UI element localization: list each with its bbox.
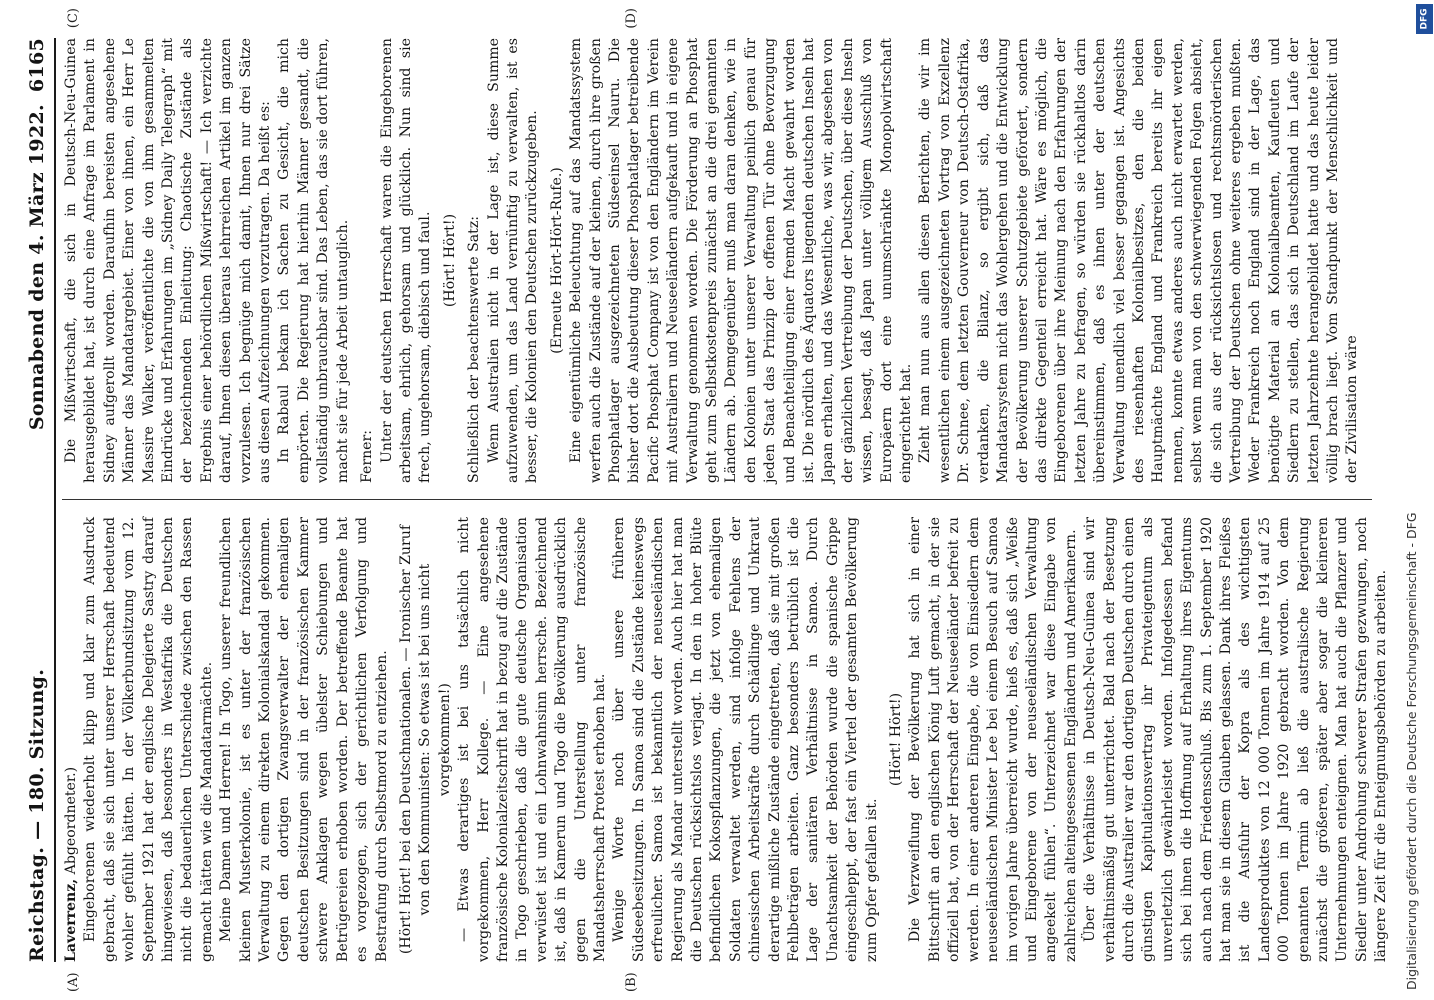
paragraph: Eine eigentümliche Beleuchtung auf das Mandatssystem werfen auch die Zustände auf der kleinen, durch ihre großen Phosphatlager ausgezeichneten Südseeinsel Nauru. Die bisher dort die Ausbeutung dieser Phosphatlager betreibende Pacific Phosphat Company ist von den Engländern im Verein mit Australiern und Neuseeländern aufgekauft und in eigene Verwaltung genommen worden. Die Förderung an Phosphat geht zum Selbstkostenpreis zunächst an die drei genannten Ländern ab. Demgegenüber muß man daran denken, wie in den Kolonien unter unserer Verwaltung peinlich genau für jeden Staat das Prinzip der offenen Tür ohne Bevorzugung und Benachteiligung einer fremden Macht gewahrt worden ist. Die nördlich des Äquators liegenden deutschen Inseln hat Japan erhalten, und das Wesentliche, was wir, abgesehen von der gänzlichen Vertreibung der Deutschen, über diese Inseln wissen, besagt, daß Japan unter völligem Ausschluß von Europäern dort eine unumschränkte Monopolwirtschaft eingerichtet hat. <box>568 38 915 483</box>
header-session-title: Reichstag. — 180. Sitzung. <box>26 668 48 962</box>
paragraph: Zieht man nun aus allen diesen Berichten, die wir im wesentlichen einem ausgezeichneten Vortrag von Exzellenz Dr. Schnee, dem letzten Gouverneur von Deutsch-Ostafrika, verdanken, die Bilanz, so ergibt sich, daß das Mandatarsystem nicht das Wohlergehen und die Entwicklung der Bevölkerung unserer Schutzgebiete gefördert, sondern das direkte Gegenteil erreicht hat. Wäre es möglich, die Eingeborenen über ihre Meinung nach den Erfahrungen der letzten Jahre zu befragen, so würden sie rückhaltlos darin übereinstimmen, daß es ihnen unter der deutschen Verwaltung unendlich viel besser gegangen ist. Angesichts des riesenhaften Kolonialbesitzes, den die beiden Hauptmächte England und Frankreich bereits ihr eigen nennen, konnte etwas anderes auch nicht erwartet werden, selbst wenn man von den schwerwiegenden Folgen absieht, die sich aus der rücksichtslosen und rechtsmörderischen Vertreibung der Deutschen ohne weiteres ergeben mußten. Weder Frankreich noch England sind in der Lage, das benötigte Material an Kolonialbeamten, Kaufleuten und Siedlern zu stellen, das sich in Deutschland im Laufe der letzten Jahrzehnte herangebildet hatte und das heute leider völlig brach liegt. Vom Standpunkt der Menschlichkeit und der Zivilisation wäre <box>917 38 1361 483</box>
interjection: (Hört! Hört!) <box>888 692 905 787</box>
interjection: (Hört! Hört!) <box>441 213 458 308</box>
margin-letter-a: (A) <box>66 972 81 992</box>
left-column <box>62 517 1390 992</box>
right-column <box>62 8 1372 483</box>
speaker-role: Abgeordneter.) <box>63 766 79 879</box>
paragraph: Ferner: <box>359 430 376 483</box>
margin-letter-d: (D) <box>624 8 639 29</box>
paragraph: In Rabaul bekam ich Sachen zu Gesicht, die mich empörten. Die Regierung hat hierhin Männer gesandt, die vollständig unbrauchbar sind. Das Leben, das sie dort führen, macht sie für jede Arbeit untauglich. <box>276 38 351 483</box>
credit-text: Digitalisierung gefördert durch die Deutsche Forschungsgemeinschaft - DFG <box>1404 512 1419 990</box>
text-columns <box>62 8 1390 992</box>
margin-letter-c: (C) <box>66 8 81 29</box>
margin-letter-b: (B) <box>624 972 639 992</box>
paragraph: Die Verzweiflung der Bevölkerung hat sich in einer Bittschrift an den englischen König Luft gemacht, in der sie offiziell bat, von der Herrschaft der Neuseeländer befreit zu werden. In einer anderen Eingabe, die von Einsiedlern dem neuseeländischen Minister Lee bei einem Besuch auf Samoa im vorigen Jahre überreicht wurde, hieß es, daß sich „Weiße und Eingeborene von der neuseeländischen Verwaltung angeekelt fühlen“. Unterzeichnet war diese Eingabe von zahlreichen alteingesessenen Engländern und Amerikanern. <box>907 517 1079 962</box>
paragraph: Über die Verhältnisse in Deutsch-Neu-Guinea sind wir verhältnismäßig gut unterrichtet. Bald nach der Besetzung durch die Australier war den dortigen Deutschen durch einen günstigen Kapitulationsvertrag ihr Privateigentum als unverletzlich gewährleistet worden. Infolgedessen befand sich bei ihnen die Hoffnung auf Erhaltung ihres Eigentums auch nach dem Friedensschluß. Bis zum 1. September 1920 hat man sie in diesem Glauben gelassen. Dank ihres Fleißes ist die Ausfuhr der Kopra als des wichtigsten Landesproduktes von 12 000 Tonnen im Jahre 1914 auf 25 000 Tonnen im Jahre 1920 gebracht worden. Von dem genannten Termin ab ließ die australische Regierung zunächst die größeren, später aber sogar die kleineren Unternehmungen enteignen. Man hat auch die Pflanzer und Siedler unter Androhung schwerer Strafen gezwungen, noch längere Zeit für die Enteignungsbehörden zu arbeiten. <box>1082 517 1390 962</box>
speaker-line <box>62 517 81 962</box>
header-date: Sonnabend den 4. März 1922. <box>26 104 48 431</box>
digitization-credit <box>1396 0 1434 1000</box>
dfg-logo <box>1416 4 1433 34</box>
paragraph: Wenn Australien nicht in der Lage ist, diese Summe aufzuwenden, um das Land vernünftig zu verwalten, ist es besser, die Kolonien den Deutschen zurückzugeben. <box>485 38 541 483</box>
page-number: 6165 <box>26 38 48 93</box>
page-header <box>26 38 56 962</box>
column-divider <box>62 499 1372 500</box>
paragraph: Die Mißwirtschaft, die sich in Deutsch-Neu-Guinea herausgebildet hat, ist durch eine Anfrage im Parlament in Sidney aufgerollt worden. Daraufhin bereisten angesehene Männer das Mandatargebiet. Einer von ihnen, ein Herr Le Massire Walker, veröffentlichte die von ihm gesammelten Eindrücke und Erfahrungen im „Sidney Daily Telegraph“ mit der bezeichnenden Einleitung: Chaotische Zustände als Ergebnis einer behördlichen Mißwirtschaft! — Ich verzichte darauf, Ihnen diesen überaus lehrreichen Artikel im ganzen vorzulesen. Ich begnüge mich damit, Ihnen nur drei Sätze aus diesen Aufzeichnungen vorzutragen. Da heißt es: <box>63 38 274 483</box>
interjection: (Erneute Hört-Hört-Rufe.) <box>548 167 565 354</box>
paragraph: — Etwas derartiges ist bei uns tatsächlich nicht vorgekommen, Herr Kollege. — Eine angesehene französische Kolonialzeitschrift hat in bezug auf die Zustände in Togo geschrieben, daß die gute deutsche Organisation verwüstet ist und ein Lohnwahnsinn herrsche. Bezeichnend ist, daß in Kamerun und Togo die Bevölkerung ausdrücklich gegen die Unterstellung unter französische Mandatsherrschaft Protest erhoben hat. <box>456 517 608 962</box>
paragraph: Unter der deutschen Herrschaft waren die Eingeborenen arbeitsam, ehrlich, gehorsam und glücklich. Nun sind sie frech, ungehorsam, diebisch und faul. <box>378 38 434 483</box>
paragraph: Eingeborenen wiederholt klipp und klar zum Ausdruck gebracht, daß sie sich unter unserer Herrschaft bedeutend wohler gefühlt hätten. In der Völkerbundsitzung vom 12. September 1921 hat der englische Delegierte Sastry darauf hingewiesen, daß besonders in Westafrika die Deutschen nicht die bedauerlichen Unterschiede zwischen den Rassen gemacht hätten wie die Mandatarmächte. <box>82 517 215 962</box>
paragraph: Meine Damen und Herren! In Togo, unserer freundlichen kleinen Musterkolonie, ist es unter der französischen Verwaltung zu einem direkten Kolonialskandal gekommen. Gegen den dortigen Zwangsverwalter der ehemaligen deutschen Besitzungen sind in der französischen Kammer schwere Anklagen wegen übelster Schiebungen und Betrügereien erhoben worden. Der betreffende Beamte hat es vorgezogen, sich der gerichtlichen Verfolgung und Bestrafung durch Selbstmord zu entziehen. <box>218 517 390 962</box>
paragraph: Schließlich der beachtenswerte Satz: <box>466 215 483 483</box>
speaker-name: Laverrenz, <box>63 878 79 962</box>
interjection: (Hört! Hört! bei den Deutschnationalen. — Ironischer Zuruf von den Kommunisten: So etwas ist bei uns nicht vorgekommen!) <box>397 524 453 955</box>
paragraph: Wenige Worte noch über unsere früheren Südseebesitzungen. In Samoa sind die Zustände keineswegs erfreulicher. Samoa ist bekanntlich der neuseeländischen Regierung als Mandar unterstellt worden. Auch hier hat man die Deutschen rücksichtslos verjagt. In den in hoher Blüte befindlichen Kokospflanzungen, die jetzt von ehemaligen Soldaten verwaltet werden, sind infolge Fehlens der chinesischen Arbeitskräfte durch Schädlinge und Unkraut derartige mißliche Zustände eingetreten, daß sie mit großen Fehlbeträgen arbeiten. Ganz besonders betrüblich ist die Lage der sanitären Verhältnisse in Samoa. Durch Unachtsamkeit der Behörden wurde die spanische Grippe eingeschleppt, der fast ein Viertel der gesamten Bevölkerung zum Opfer gefallen ist. <box>611 517 880 962</box>
dfg-logo-text: DFG <box>1419 8 1430 30</box>
